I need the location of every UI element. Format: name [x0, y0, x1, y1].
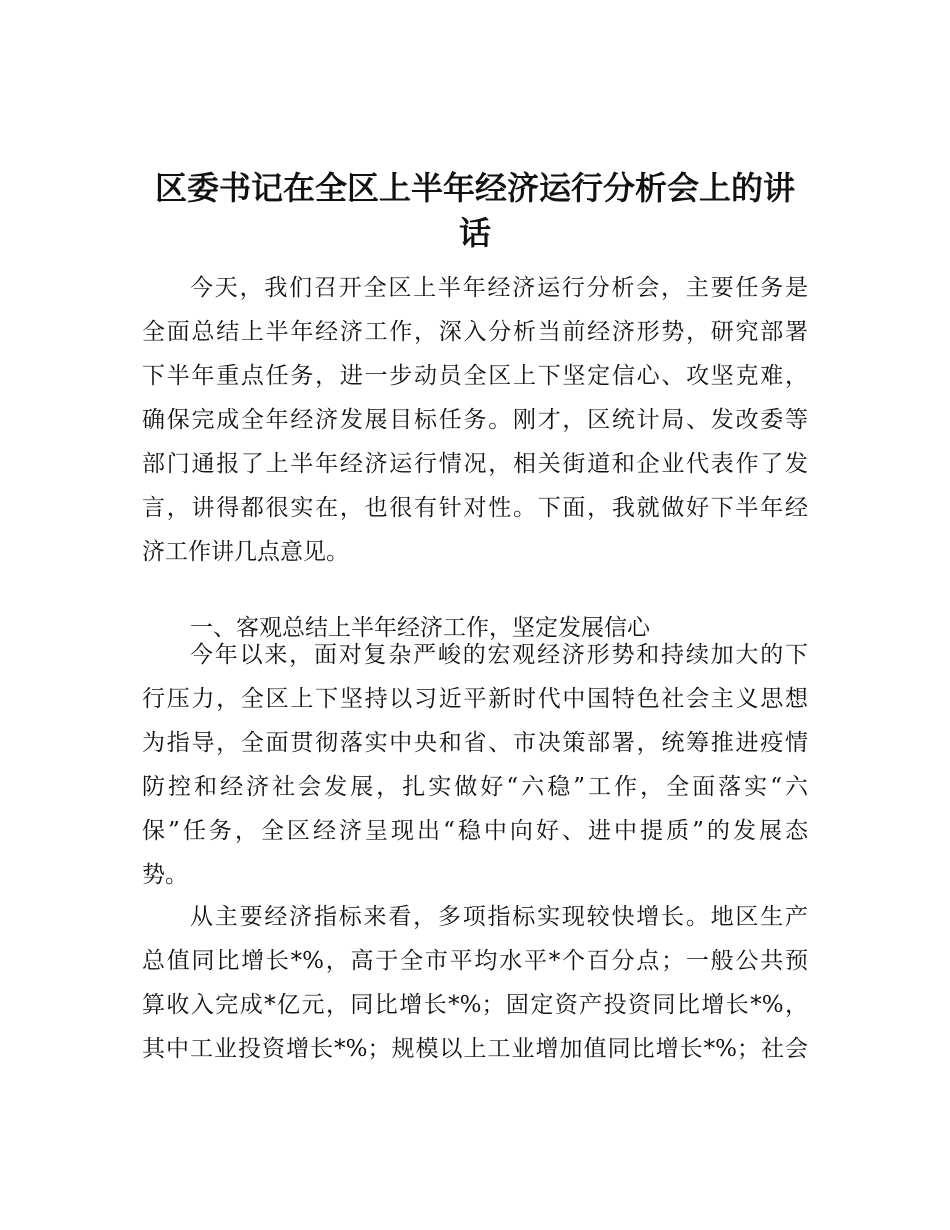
text-line: 部门通报了上半年经济运行情况，相关街道和企业代表作了发: [142, 451, 808, 477]
heading-line: 一、客观总结上半年经济工作，坚定发展信心: [190, 615, 650, 641]
title-line: 话: [458, 214, 491, 252]
text-line: 确保完成全年经济发展目标任务。刚才，区统计局、发改委等: [142, 407, 808, 433]
text-line: 防控和经济社会发展，扎实做好“六稳”工作，全面落实“六: [142, 774, 808, 800]
intro-paragraph: [142, 266, 808, 574]
title-line: 区委书记在全区上半年经济运行分析会上的讲: [154, 169, 795, 207]
text-line: 下半年重点任务，进一步动员全区上下坚定信心、攻坚克难，: [142, 363, 808, 389]
text-line: 今年以来，面对复杂严峻的宏观经济形势和持续加大的下: [190, 642, 808, 668]
body-paragraph: [142, 895, 808, 1071]
text-line: 势。: [142, 862, 188, 888]
text-line: 言，讲得都很实在，也很有针对性。下面，我就做好下半年经: [142, 495, 808, 521]
body-paragraph: [142, 633, 808, 897]
text-line: 全面总结上半年经济工作，深入分析当前经济形势，研究部署: [142, 319, 808, 345]
text-line: 为指导，全面贯彻落实中央和省、市决策部署，统筹推进疫情: [142, 730, 808, 756]
text-line: 总值同比增长*%，高于全市平均水平*个百分点；一般公共预: [142, 948, 808, 974]
text-line: 济工作讲几点意见。: [142, 539, 349, 565]
document-title: [120, 166, 830, 256]
text-line: 从主要经济指标来看，多项指标实现较快增长。地区生产: [190, 904, 808, 930]
text-line: 今天，我们召开全区上半年经济运行分析会，主要任务是: [190, 275, 808, 301]
text-line: 算收入完成*亿元，同比增长*%；固定资产投资同比增长*%，: [142, 992, 808, 1018]
text-line: 其中工业投资增长*%；规模以上工业增加值同比增长*%；社会: [142, 1036, 808, 1062]
text-line: 保”任务，全区经济呈现出“稳中向好、进中提质”的发展态: [142, 818, 808, 844]
text-line: 行压力，全区上下坚持以习近平新时代中国特色社会主义思想: [142, 686, 808, 712]
